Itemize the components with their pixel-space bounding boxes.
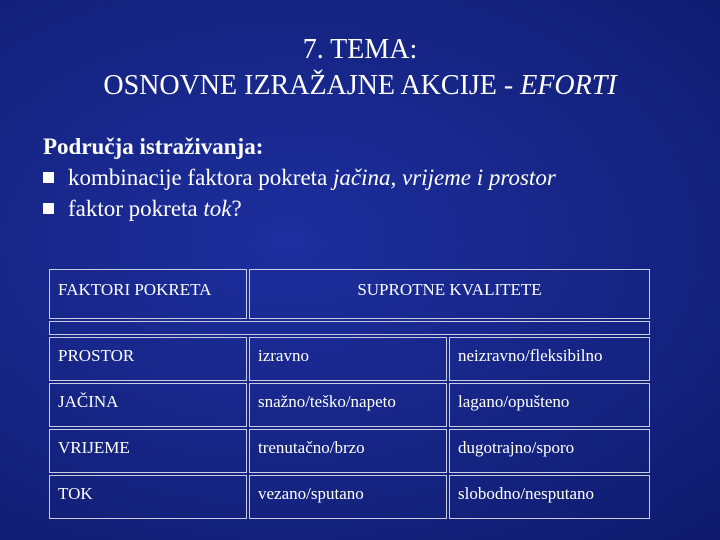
factor-cell: PROSTOR [49,337,247,381]
header-qualities-cell: SUPROTNE KVALITETE [249,269,650,319]
slide-content [43,131,703,224]
quality-cell: izravno [249,337,447,381]
factor-cell: VRIJEME [49,429,247,473]
quality-cell: trenutačno/brzo [249,429,447,473]
bullet-text-italic: tok [203,196,232,221]
bullet-text-italic: jačina, vrijeme i prostor [333,165,556,190]
bullet-item [43,162,703,193]
title-line-1: 7. TEMA: [302,34,418,65]
bullet-text [68,162,556,193]
opposite-quality-cell: dugotrajno/sporo [449,429,650,473]
quality-cell: vezano/sputano [249,475,447,519]
table-header-row [49,269,650,319]
square-bullet-icon [43,172,54,183]
table-row [49,429,650,473]
opposite-quality-cell: neizravno/fleksibilno [449,337,650,381]
content-heading: Područja istraživanja: [43,134,264,159]
opposite-quality-cell: lagano/opušteno [449,383,650,427]
table-row [49,475,650,519]
table-row [49,337,650,381]
title-line-2 [0,68,720,104]
title-line-2-prefix: OSNOVNE IZRAŽAJNE AKCIJE - [103,70,521,101]
table-spacer-row [49,321,650,335]
bullet-item [43,193,703,224]
table-row [49,383,650,427]
factor-cell: JAČINA [49,383,247,427]
bullet-text-suffix: ? [231,196,242,221]
square-bullet-icon [43,203,54,214]
bullet-text-plain: kombinacije faktora pokreta [68,165,334,190]
spacer-cell [49,321,650,335]
bullet-text-plain: faktor pokreta [68,196,204,221]
quality-cell: snažno/teško/napeto [249,383,447,427]
bullet-text [68,193,242,224]
factor-cell: TOK [49,475,247,519]
slide-title [0,32,720,104]
movement-factors-table [47,267,652,521]
header-factors-cell: FAKTORI POKRETA [49,269,247,319]
opposite-quality-cell: slobodno/nesputano [449,475,650,519]
title-line-2-italic: EFORTI [520,70,617,101]
